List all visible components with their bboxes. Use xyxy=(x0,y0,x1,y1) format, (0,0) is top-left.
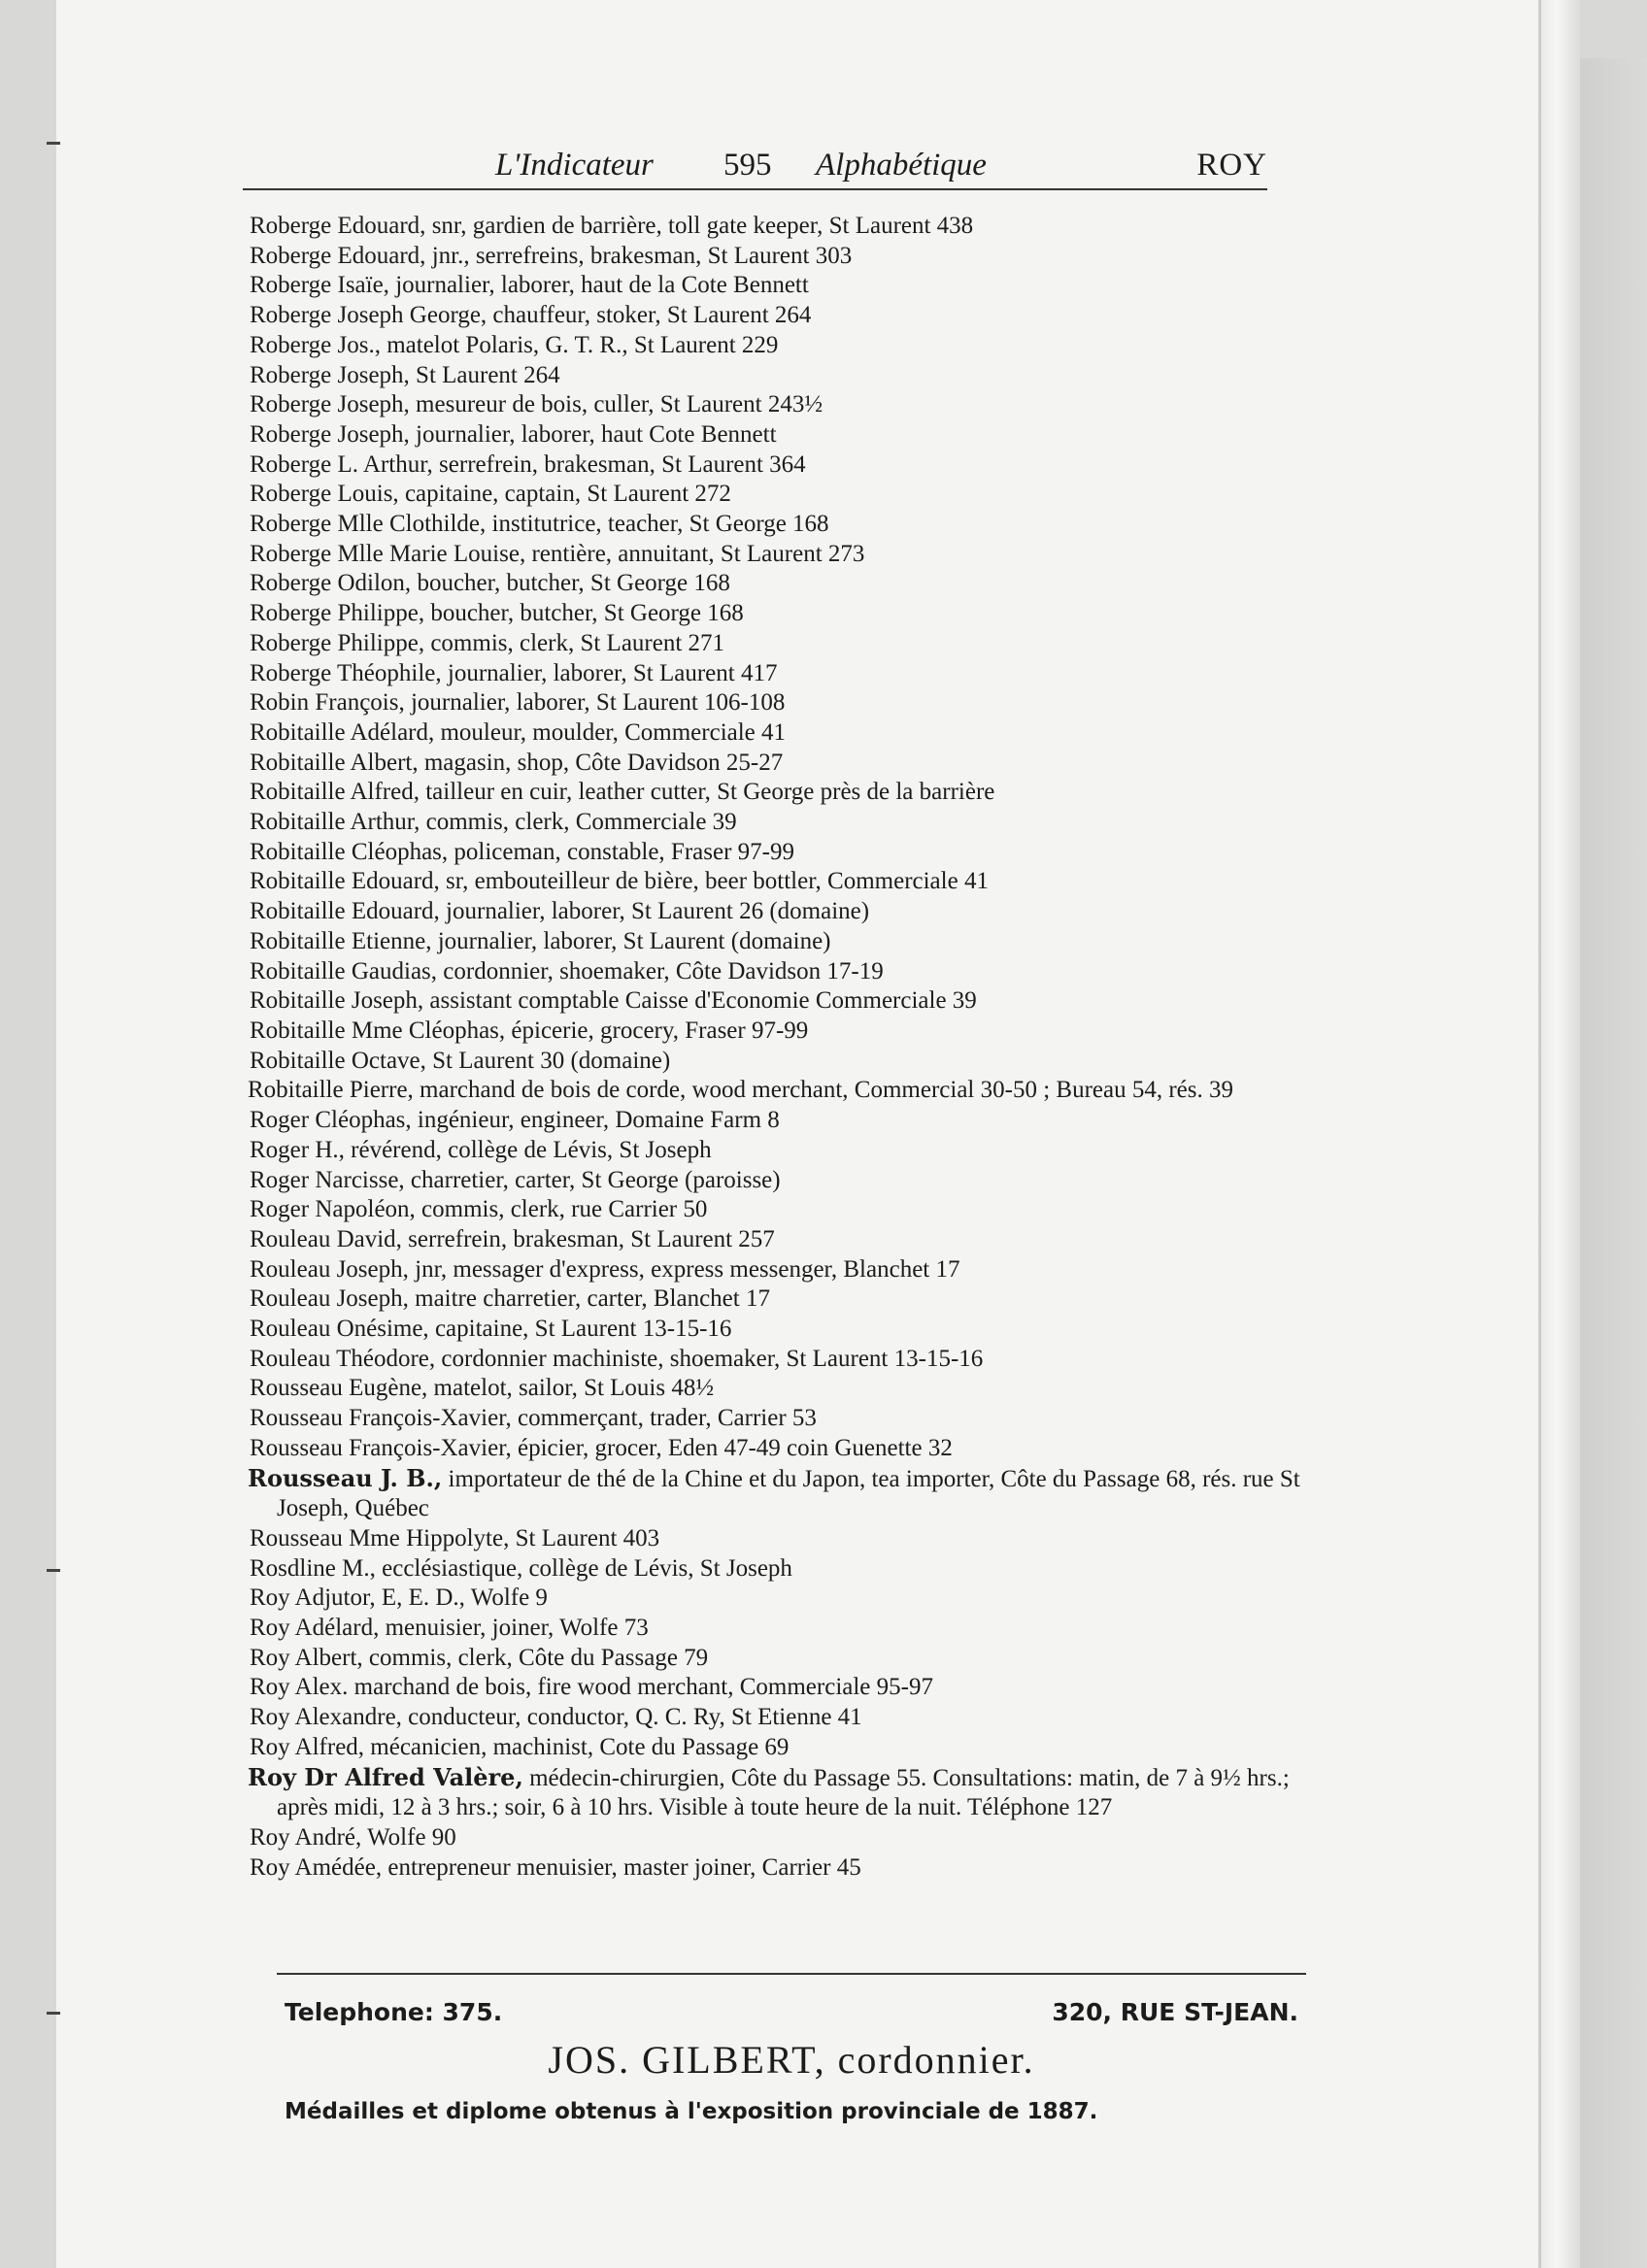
entry-name: Roy Adjutor, xyxy=(250,1584,376,1612)
page-edge xyxy=(1540,0,1580,2268)
directory-entry xyxy=(248,1345,1306,1375)
entry-details: boucher, butcher, St George 168 xyxy=(411,570,730,597)
directory-entry xyxy=(248,1614,1306,1644)
header-title-left: L'Indicateur xyxy=(495,148,654,183)
ad-telephone: Telephone: 375. xyxy=(285,1998,503,2026)
entry-details: chauffeur, stoker, St Laurent 264 xyxy=(487,302,812,329)
entry-details: St Laurent 403 xyxy=(509,1524,660,1551)
directory-entry xyxy=(248,986,1306,1017)
entry-details: commis, clerk, St Laurent 271 xyxy=(424,629,725,656)
binding-mark xyxy=(47,142,60,145)
entry-name: Rousseau Mme Hippolyte, xyxy=(250,1524,510,1551)
entry-name: Robin François, xyxy=(250,689,405,717)
directory-entry xyxy=(248,420,1306,450)
directory-entry xyxy=(248,1584,1306,1614)
entry-details: cordonnier machiniste, shoemaker, St Laurent 13-15-16 xyxy=(435,1345,984,1372)
entry-details: assistant comptable Caisse d'Economie Commerciale 39 xyxy=(423,987,977,1015)
directory-entry xyxy=(248,838,1306,868)
directory-entry xyxy=(248,1284,1306,1315)
entry-details: boucher, butcher, St George 168 xyxy=(424,600,744,627)
directory-entry xyxy=(248,1076,1306,1106)
entry-name: Robitaille Pierre, xyxy=(248,1077,414,1104)
entry-details: journalier, laborer, haut de la Cote Bennett xyxy=(388,272,809,299)
entry-name: Roberge Philippe, xyxy=(250,600,425,627)
entry-details: journalier, laborer, St Laurent 106-108 xyxy=(404,689,786,717)
directory-entry xyxy=(248,301,1306,331)
entry-details: capitaine, St Laurent 13-15-16 xyxy=(428,1316,732,1343)
entry-name: Roy Alex. xyxy=(250,1674,349,1701)
directory-entry xyxy=(248,390,1306,420)
entry-details: serrefrein, brakesman, St Laurent 257 xyxy=(401,1225,775,1252)
binding-mark xyxy=(47,1569,60,1572)
entry-details: ingénieur, engineer, Domaine Farm 8 xyxy=(411,1107,780,1134)
entry-name: Roberge Jos., xyxy=(250,331,381,358)
directory-entry xyxy=(248,331,1306,361)
entry-details: E, E. D., Wolfe 9 xyxy=(375,1584,548,1612)
entry-name: Roberge Joseph, xyxy=(250,361,410,388)
entry-name: Rousseau François-Xavier, xyxy=(250,1434,512,1461)
entry-details: mécanicien, machinist, Cote du Passage 69 xyxy=(364,1733,790,1760)
directory-entry xyxy=(248,718,1306,749)
entry-name: Roy Amédée, xyxy=(250,1853,383,1881)
entry-details: conducteur, conductor, Q. C. Ry, St Etienne 41 xyxy=(401,1704,862,1731)
directory-entry xyxy=(248,1853,1306,1884)
entry-name: Roger Cléophas, xyxy=(250,1107,412,1134)
advertisement xyxy=(277,1973,1306,2140)
entry-name: Roberge Joseph, xyxy=(250,420,410,448)
entry-details: médecin-chirurgien, Côte du Passage 55. Consultations: matin, de 7 à 9½ hrs.; après midi, 12 à 3 hrs.; soir, 6 à 10 hrs. Visible à toute heure de la nuit. Téléphone 127 xyxy=(277,1764,1290,1821)
entry-details: épicerie, grocery, Fraser 97-99 xyxy=(505,1017,809,1044)
entry-name: Roberge Philippe, xyxy=(250,629,425,656)
entry-name: Roger H., xyxy=(250,1136,345,1163)
entry-details: marchand de bois de corde, wood merchant, Commercial 30-50 ; Bureau 54, rés. 39 xyxy=(413,1077,1233,1104)
entry-name: Roy Alexandre, xyxy=(250,1704,402,1731)
entry-details: révérend, collège de Lévis, St Joseph xyxy=(344,1136,712,1163)
directory-entries xyxy=(248,212,1306,1883)
entry-details: Wolfe 90 xyxy=(361,1823,456,1851)
entry-name: Robitaille Albert, xyxy=(250,749,419,776)
entry-details: snr, gardien de barrière, toll gate keeper, St Laurent 438 xyxy=(425,213,974,239)
entry-name: Rouleau Onésime, xyxy=(250,1316,429,1343)
entry-details: ecclésiastique, collège de Lévis, St Joseph xyxy=(375,1554,792,1582)
entry-details: magasin, shop, Côte Davidson 25-27 xyxy=(418,749,784,776)
entry-details: commis, clerk, Côte du Passage 79 xyxy=(362,1644,709,1671)
ad-address: 320, RUE ST-JEAN. xyxy=(1052,1998,1298,2026)
directory-entry xyxy=(248,1763,1306,1823)
directory-entry xyxy=(248,1255,1306,1285)
directory-entry xyxy=(248,1047,1306,1077)
entry-details: charretier, carter, St George (paroisse) xyxy=(404,1166,781,1193)
entry-name: Rouleau Théodore, xyxy=(250,1345,436,1372)
directory-entry xyxy=(248,540,1306,570)
entry-details: journalier, laborer, haut Cote Bennett xyxy=(409,420,777,448)
entry-name: Roberge Odilon, xyxy=(250,570,412,597)
entry-name: Roberge Louis, xyxy=(250,481,399,508)
entry-name: Roberge Mlle Clothilde, xyxy=(250,511,487,538)
directory-entry xyxy=(248,749,1306,779)
entry-name: Rousseau François-Xavier, xyxy=(250,1405,512,1432)
entry-name: Roberge Joseph, xyxy=(250,391,410,418)
directory-entry xyxy=(248,1434,1306,1464)
entry-name: Roger Napoléon, xyxy=(250,1196,416,1223)
directory-entry xyxy=(248,1404,1306,1434)
entry-details: entrepreneur menuisier, master joiner, Carrier 45 xyxy=(382,1853,861,1881)
entry-name: Rousseau Eugène, xyxy=(250,1375,428,1402)
directory-entry xyxy=(248,1644,1306,1674)
directory-entry xyxy=(248,1195,1306,1225)
entry-details: commis, clerk, rue Carrier 50 xyxy=(415,1196,708,1223)
entry-name: Roy André, xyxy=(250,1823,362,1851)
entry-details: capitaine, captain, St Laurent 272 xyxy=(398,481,731,508)
directory-entry xyxy=(248,1017,1306,1047)
book-edge-shadow xyxy=(1579,58,1647,2268)
entry-details: mesureur de bois, culler, St Laurent 243½ xyxy=(409,391,824,418)
entry-details: journalier, laborer, St Laurent 26 (domaine) xyxy=(439,898,870,925)
entry-name: Roger Narcisse, xyxy=(250,1166,405,1193)
entry-name: Roy Dr Alfred Valère, xyxy=(248,1762,523,1791)
entry-details: commis, clerk, Commerciale 39 xyxy=(420,809,737,836)
entry-details: policeman, constable, Fraser 97-99 xyxy=(448,838,794,865)
directory-entry xyxy=(248,1136,1306,1166)
entry-name: Robitaille Arthur, xyxy=(250,809,420,836)
entry-details: tailleur en cuir, leather cutter, St George près de la barrière xyxy=(419,779,995,806)
entry-name: Roy Adélard, xyxy=(250,1615,380,1642)
directory-entry xyxy=(248,1166,1306,1196)
directory-entry xyxy=(248,1524,1306,1554)
entry-name: Robitaille Octave, xyxy=(250,1047,426,1074)
directory-entry xyxy=(248,1733,1306,1763)
entry-name: Robitaille Alfred, xyxy=(250,779,420,806)
binding-mark xyxy=(47,2012,60,2015)
directory-entry xyxy=(248,599,1306,629)
entry-name: Robitaille Joseph, xyxy=(250,987,424,1015)
directory-entry xyxy=(248,897,1306,927)
directory-entry xyxy=(248,480,1306,510)
directory-entry xyxy=(248,1106,1306,1136)
directory-entry xyxy=(248,212,1306,242)
directory-entry xyxy=(248,957,1306,987)
entry-details: maitre charretier, carter, Blanchet 17 xyxy=(408,1285,770,1313)
entry-details: matelot, sailor, St Louis 48½ xyxy=(427,1375,715,1402)
entry-name: Rouleau Joseph, xyxy=(250,1255,409,1283)
directory-entry xyxy=(248,1315,1306,1345)
directory-entry xyxy=(248,778,1306,808)
entry-name: Roberge Théophile, xyxy=(250,659,442,686)
entry-name: Rousseau J. B., xyxy=(248,1463,443,1492)
directory-entry xyxy=(248,1225,1306,1255)
directory-entry xyxy=(248,629,1306,659)
entry-details: importateur de thé de la Chine et du Japon, tea importer, Côte du Passage 68, rés. rue St Joseph, Québec xyxy=(277,1465,1300,1522)
directory-entry xyxy=(248,242,1306,272)
page-header xyxy=(243,142,1267,190)
entry-name: Robitaille Mme Cléophas, xyxy=(250,1017,506,1044)
entry-name: Roberge Edouard, xyxy=(250,213,426,239)
directory-entry xyxy=(248,808,1306,838)
entry-details: rentière, annuitant, St Laurent 273 xyxy=(525,540,865,567)
page-number: 595 xyxy=(723,148,772,183)
entry-details: serrefrein, brakesman, St Laurent 364 xyxy=(432,450,806,478)
entry-name: Roberge Mlle Marie Louise, xyxy=(250,540,526,567)
entry-name: Roy Alfred, xyxy=(250,1733,365,1760)
directory-entry xyxy=(248,361,1306,391)
ad-shop-name: JOS. GILBERT, cordonnier. xyxy=(548,2038,1035,2082)
entry-name: Robitaille Edouard, xyxy=(250,868,440,895)
directory-entry xyxy=(248,1823,1306,1853)
directory-entry xyxy=(248,1464,1306,1524)
entry-details: jnr., serrefreins, brakesman, St Laurent 303 xyxy=(425,242,853,269)
entry-name: Rouleau David, xyxy=(250,1225,402,1252)
directory-entry xyxy=(248,1703,1306,1733)
directory-entry xyxy=(248,927,1306,957)
entry-details: St Laurent 264 xyxy=(409,361,560,388)
entry-details: sr, embouteilleur de bière, beer bottler, Commerciale 41 xyxy=(439,868,989,895)
entry-details: commerçant, trader, Carrier 53 xyxy=(511,1405,817,1432)
entry-details: épicier, grocer, Eden 47-49 coin Guenette 32 xyxy=(511,1434,953,1461)
entry-name: Rouleau Joseph, xyxy=(250,1285,409,1313)
directory-entry xyxy=(248,688,1306,718)
entry-details: journalier, laborer, St Laurent (domaine) xyxy=(431,927,831,954)
entry-name: Rosdline M., xyxy=(250,1554,376,1582)
directory-entry xyxy=(248,450,1306,481)
ad-medals: Médailles et diplome obtenus à l'exposition provinciale de 1887. xyxy=(285,2099,1098,2124)
entry-name: Robitaille Etienne, xyxy=(250,927,432,954)
entry-details: institutrice, teacher, St George 168 xyxy=(486,511,829,538)
directory-entry xyxy=(248,1673,1306,1703)
entry-name: Robitaille Gaudias, xyxy=(250,957,438,984)
directory-entry xyxy=(248,569,1306,599)
entry-details: marchand de bois, fire wood merchant, Commerciale 95-97 xyxy=(348,1674,933,1701)
header-title-middle: Alphabétique xyxy=(816,148,987,183)
entry-details: matelot Polaris, G. T. R., St Laurent 229 xyxy=(380,331,779,358)
header-section-name: ROY xyxy=(1196,148,1267,183)
entry-details: mouleur, moulder, Commerciale 41 xyxy=(434,718,787,746)
entry-details: menuisier, joiner, Wolfe 73 xyxy=(379,1615,649,1642)
directory-entry xyxy=(248,867,1306,897)
entry-name: Roberge Edouard, xyxy=(250,242,426,269)
entry-details: jnr, messager d'express, express messenger, Blanchet 17 xyxy=(408,1255,960,1283)
directory-entry xyxy=(248,659,1306,689)
entry-details: cordonnier, shoemaker, Côte Davidson 17-19 xyxy=(437,957,884,984)
entry-details: St Laurent 30 (domaine) xyxy=(425,1047,671,1074)
entry-name: Robitaille Adélard, xyxy=(250,718,435,746)
entry-name: Roberge L. Arthur, xyxy=(250,450,433,478)
entry-name: Roberge Isaïe, xyxy=(250,272,389,299)
entry-name: Roberge Joseph George, xyxy=(250,302,487,329)
directory-entry xyxy=(248,510,1306,540)
directory-entry xyxy=(248,1374,1306,1404)
directory-entry xyxy=(248,271,1306,301)
directory-entry xyxy=(248,1554,1306,1584)
entry-name: Robitaille Cléophas, xyxy=(250,838,449,865)
entry-name: Roy Albert, xyxy=(250,1644,363,1671)
entry-name: Robitaille Edouard, xyxy=(250,898,440,925)
entry-details: journalier, laborer, St Laurent 417 xyxy=(441,659,778,686)
